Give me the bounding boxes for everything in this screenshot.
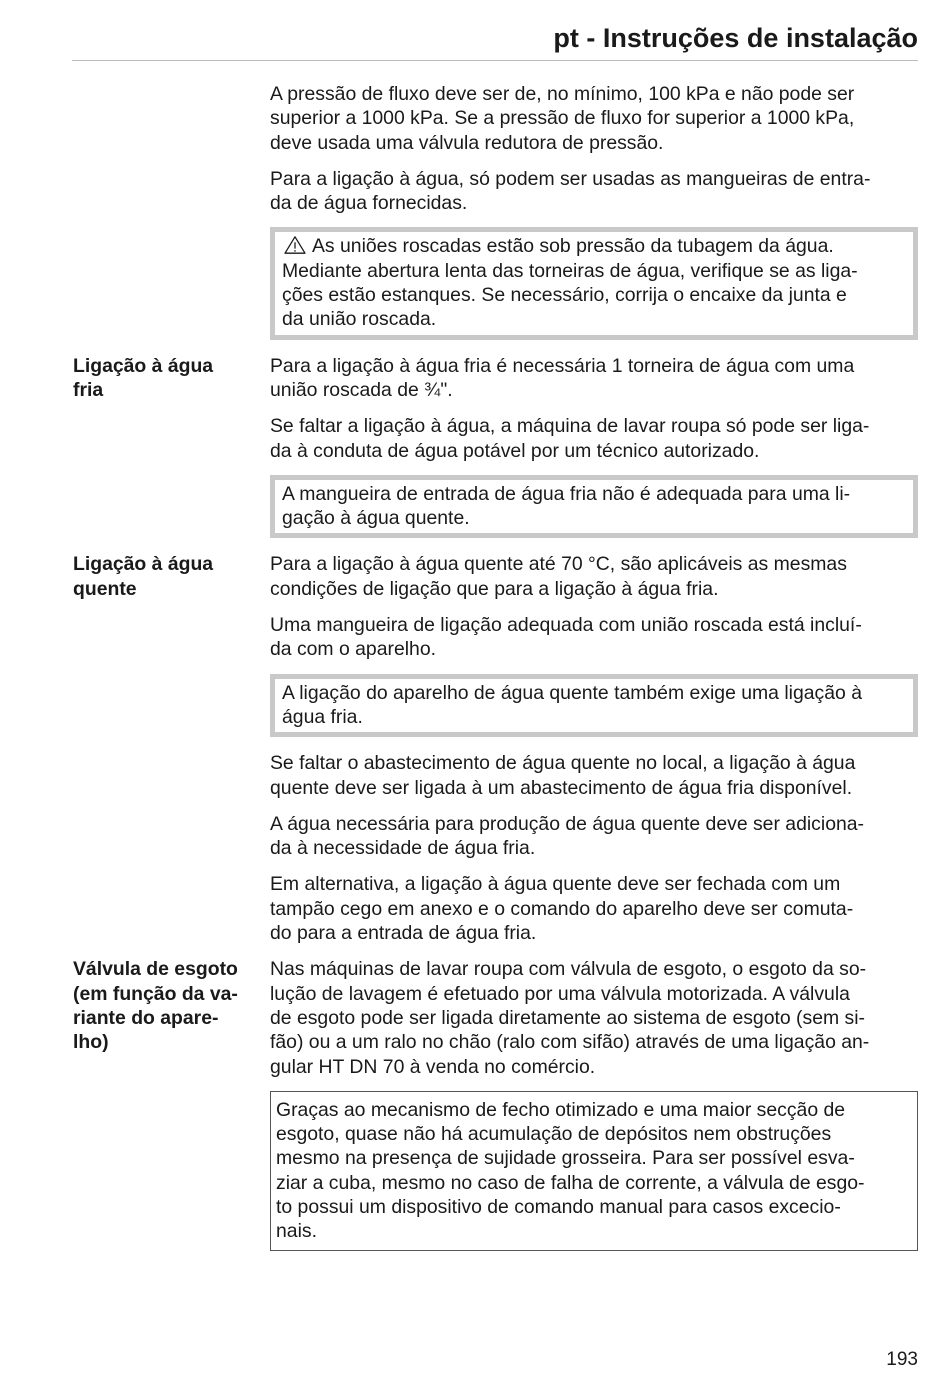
- text-line: deve usada uma válvula redutora de pressão.: [270, 131, 664, 154]
- heading-line: quente: [73, 577, 137, 600]
- text-line: Para a ligação à água quente até 70 °C, são aplicáveis as mesmas: [270, 553, 847, 576]
- heading-line: Válvula de esgoto: [73, 958, 238, 981]
- warning-text: As uniões roscadas estão sob pressão da tubagem da água.: [312, 235, 834, 258]
- text-line: tampão cego em anexo e o comando do aparelho deve ser comuta-: [270, 897, 854, 920]
- text-line: Se faltar a ligação à água, a máquina de lavar roupa só pode ser liga-: [270, 415, 870, 438]
- info-box: [270, 1091, 918, 1251]
- heading-line: (em função da va-: [73, 982, 238, 1005]
- text-line: Se faltar o abastecimento de água quente no local, a ligação à água: [270, 752, 856, 775]
- text-line: A pressão de fluxo deve ser de, no mínimo, 100 kPa e não pode ser: [270, 83, 855, 105]
- heading-line: lho): [73, 1031, 109, 1054]
- heading-line: Ligação à água: [73, 354, 214, 377]
- text-line: água fria.: [282, 705, 363, 728]
- text-line: Uma mangueira de ligação adequada com união roscada está incluí-: [270, 614, 862, 637]
- page-content: [0, 82, 950, 1265]
- text-line: superior a 1000 kPa. Se a pressão de fluxo for superior a 1000 kPa,: [270, 107, 855, 130]
- hot-water-main: [270, 552, 918, 945]
- heading-line: Ligação à água: [73, 553, 214, 576]
- note-box: [270, 674, 918, 738]
- text-line: A ligação do aparelho de água quente também exige uma ligação à: [282, 681, 862, 704]
- text-line: A mangueira de entrada de água fria não é adequada para uma li-: [282, 482, 851, 505]
- paragraph: [270, 872, 918, 945]
- paragraph: [270, 552, 918, 601]
- paragraph: [270, 354, 918, 403]
- text-line: lução de lavagem é efetuado por uma válvula motorizada. A válvula: [270, 982, 850, 1005]
- text-line: da à conduta de água potável por um técnico autorizado.: [270, 439, 760, 462]
- section-heading: [73, 354, 253, 403]
- paragraph: [270, 82, 918, 155]
- page-number: 193: [886, 1349, 918, 1370]
- text-line: quente deve ser ligada à um abastecimento de água fria disponível.: [270, 776, 853, 799]
- paragraph: [270, 613, 918, 662]
- text-line: Nas máquinas de lavar roupa com válvula de esgoto, o esgoto da so-: [270, 958, 867, 981]
- text-line: união roscada de ¾".: [270, 378, 453, 401]
- note-box: [270, 475, 918, 539]
- warning-box: [270, 227, 918, 339]
- heading-line: riante do apare-: [73, 1006, 219, 1029]
- text-line: nais.: [276, 1220, 317, 1243]
- text-line: [282, 234, 903, 258]
- warning-triangle-icon: [282, 235, 308, 255]
- cold-water-main: [270, 354, 918, 539]
- cold-water-section: [0, 354, 950, 539]
- text-line: mesmo na presença de sujidade grosseira. Para ser possível esva-: [276, 1147, 855, 1170]
- page-title: pt - Instruções de instalação: [553, 23, 918, 53]
- text-line: Em alternativa, a ligação à água quente deve ser fechada com um: [270, 873, 841, 896]
- paragraph: [270, 812, 918, 861]
- intro-section: [0, 82, 950, 340]
- section-heading: [73, 552, 253, 601]
- paragraph: [270, 957, 918, 1078]
- paragraph: [270, 751, 918, 800]
- paragraph: [270, 414, 918, 463]
- text-line: fão) ou a um ralo no chão (ralo com sifão) através de uma ligação an-: [270, 1031, 870, 1054]
- text-line: da com o aparelho.: [270, 638, 437, 661]
- text-line: to possui um dispositivo de comando manual para casos excecio-: [276, 1195, 841, 1218]
- text-line: ções estão estanques. Se necessário, corrija o encaixe da junta e: [282, 284, 847, 307]
- text-line: da de água fornecidas.: [270, 192, 468, 215]
- text-line: ziar a cuba, mesmo no caso de falha de corrente, a válvula de esgo-: [276, 1171, 865, 1194]
- text-line: Para a ligação à água fria é necessária 1 torneira de água com uma: [270, 354, 855, 377]
- text-line: A água necessária para produção de água quente deve ser adiciona-: [270, 812, 864, 835]
- section-heading: [73, 957, 253, 1054]
- text-line: esgoto, quase não há acumulação de depósitos nem obstruções: [276, 1123, 832, 1146]
- hot-water-section: [0, 552, 950, 945]
- text-line: gação à água quente.: [282, 507, 470, 530]
- text-line: gular HT DN 70 à venda no comércio.: [270, 1055, 596, 1078]
- drain-valve-main: [270, 957, 918, 1250]
- text-line: de esgoto pode ser ligada diretamente ao sistema de esgoto (sem si-: [270, 1006, 865, 1029]
- page-header: [72, 22, 918, 61]
- drain-valve-section: [0, 957, 950, 1250]
- text-line: do para a entrada de água fria.: [270, 922, 537, 945]
- text-line: Graças ao mecanismo de fecho otimizado e uma maior secção de: [276, 1098, 846, 1121]
- heading-line: fria: [73, 378, 104, 401]
- text-line: Mediante abertura lenta das torneiras de água, verifique se as liga-: [282, 259, 858, 282]
- text-line: Para a ligação à água, só podem ser usadas as mangueiras de entra-: [270, 167, 871, 190]
- text-line: condições de ligação que para a ligação à água fria.: [270, 577, 719, 600]
- text-line: da união roscada.: [282, 308, 437, 331]
- paragraph: [270, 167, 918, 216]
- text-line: da à necessidade de água fria.: [270, 837, 536, 860]
- intro-main: [270, 82, 918, 340]
